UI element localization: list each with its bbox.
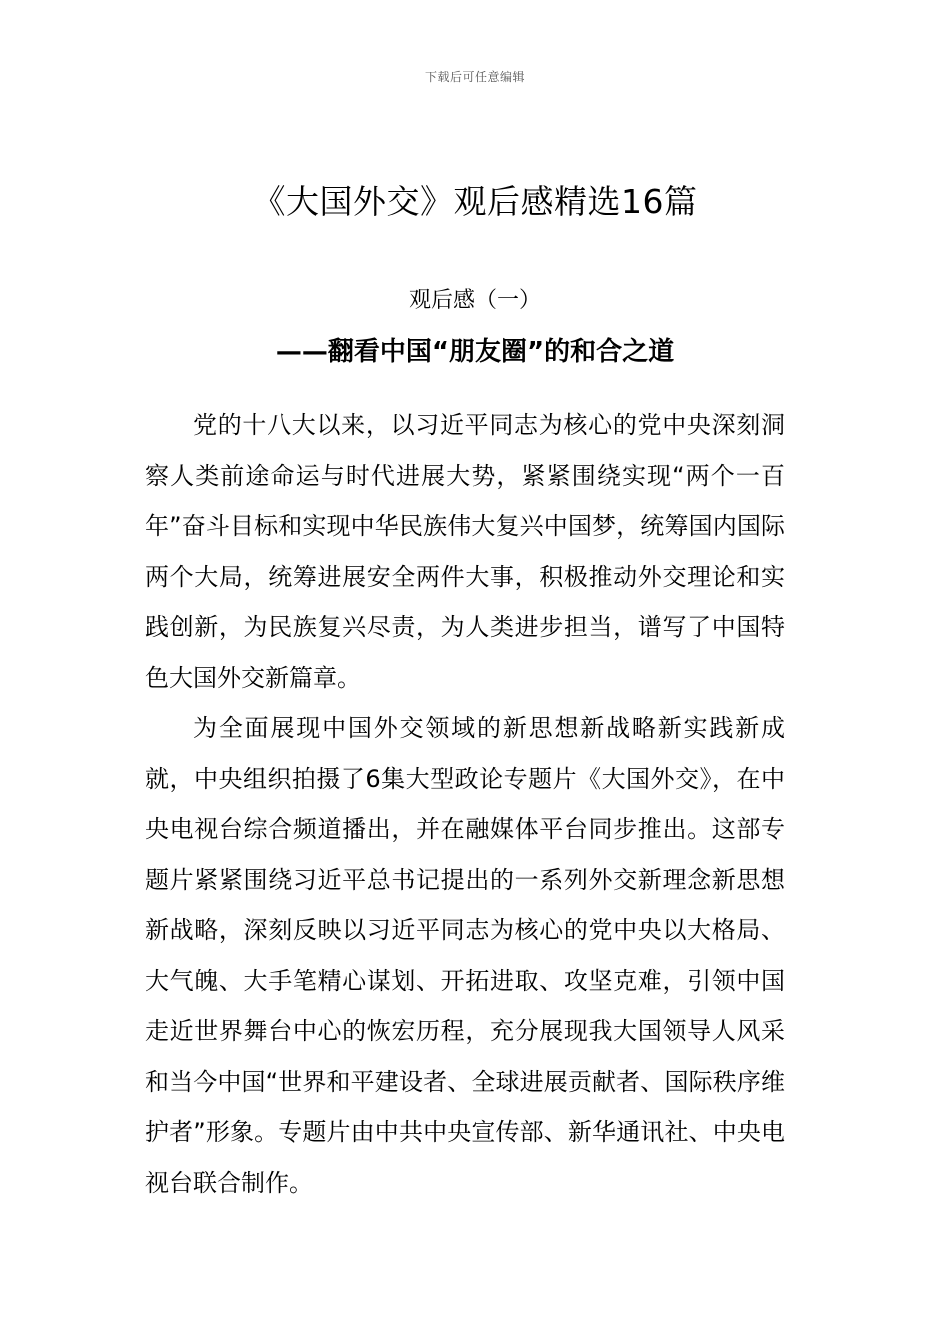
section-subtitle: ——翻看中国“朋友圈”的和合之道 — [275, 337, 675, 367]
paragraph-1: 党的十八大以来，以习近平同志为核心的党中央深刻洞察人类前途命运与时代进展大势，紧紧围绕实现“两个一百年”奋斗目标和实现中华民族伟大复兴中国梦，统筹国内国际两个大局，统筹进展安全两件大事，积极推动外交理论和实践创新，为民族复兴尽责，为人类进步担当，谱写了中国特色大国外交新篇章。 — [145, 411, 785, 692]
article-body — [145, 400, 785, 1208]
paragraph-2: 为全面展现中国外交领域的新思想新战略新实践新成就，中央组织拍摄了6集大型政论专题片《大国外交》，在中央电视台综合频道播出，并在融媒体平台同步推出。这部专题片紧紧围绕习近平总书记提出的一系列外交新理念新思想新战略，深刻反映以习近平同志为核心的党中央以大格局、大气魄、大手笔精心谋划、开拓进取、攻坚克难，引领中国走近世界舞台中心的恢宏历程，充分展现我大国领导人风采和当今中国“世界和平建设者、全球进展贡献者、国际秩序维护者”形象。专题片由中共中央宣传部、新华通讯社、中央电视台联合制作。 — [145, 714, 785, 1197]
document-title: 《大国外交》观后感精选16篇 — [252, 182, 698, 221]
header-note: 下载后可任意编辑 — [424, 70, 525, 84]
section-heading: 观后感（一） — [408, 288, 541, 313]
